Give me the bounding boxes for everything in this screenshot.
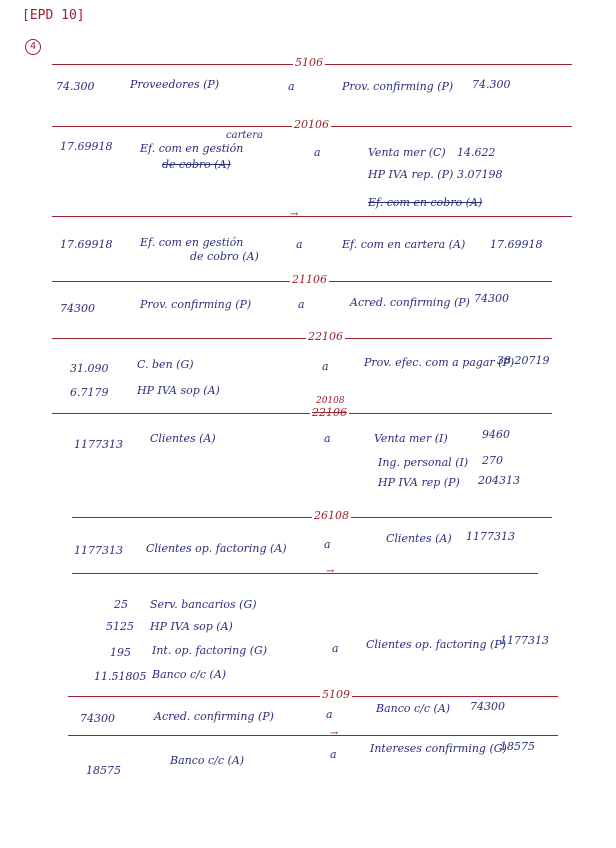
credit-account-crossed: Ef. com en cobro (A) [368,196,483,209]
credit-account: Venta mer (I) [374,432,448,445]
to-marker: a [322,360,329,373]
debit-amount: 11.51805 [94,670,147,683]
debit-account: Acred. confirming (P) [154,710,274,723]
debit-amount: 1177313 [74,438,123,451]
debit-amount: 74300 [80,712,115,725]
credit-account: Banco c/c (A) [376,702,451,715]
credit-amount: 74300 [474,292,509,305]
to-marker: a [332,642,339,655]
to-marker: a [314,146,321,159]
debit-amount: 31.090 [70,362,109,375]
corrected-date: 20108 [316,396,345,406]
debit-amount: 17.69918 [60,238,113,251]
to-marker: a [326,708,333,721]
to-marker: a [296,238,303,251]
credit-amount: 1177313 [466,530,515,543]
to-marker: a [330,748,337,761]
credit-account: Clientes op. factoring (P) [366,638,506,651]
entry-date: 5106 [295,56,323,69]
debit-amount: 74300 [60,302,95,315]
credit-amount: 18575 [500,740,535,753]
exercise-header: [EPD 10] [22,8,85,23]
entry-date: 22106 [312,406,347,419]
credit-account: Clientes (A) [386,532,452,545]
debit-account: HP IVA sop (A) [150,620,233,633]
entry-date: 21106 [292,273,327,286]
entry-date: 26108 [314,509,349,522]
entry-date: 20106 [294,118,329,131]
debit-account: Clientes (A) [150,432,216,445]
credit-amount: 74.300 [472,78,511,91]
arrow-icon: → [326,566,335,577]
arrow-icon: → [330,728,339,739]
credit-amount: 38.20719 [497,354,550,367]
entry-date: 22106 [308,330,343,343]
credit-account: Ef. com en cartera (A) [342,238,466,251]
arrow-icon: → [290,209,299,220]
debit-account-cont: de cobro (A) [190,250,259,263]
debit-account: Prov. confirming (P) [140,298,252,311]
divider-line [52,413,552,414]
divider-line [52,216,572,217]
debit-amount: 18575 [86,764,121,777]
to-marker: a [298,298,305,311]
credit-amount: 14.622 [457,146,496,159]
debit-account: Ef. com en gestión [140,236,244,249]
divider-line [72,573,538,574]
to-marker: a [288,80,295,93]
credit-account: HP IVA rep (P) [378,476,460,489]
debit-account-insert: cartera [226,130,264,141]
debit-account-cont: de cobro (A) [162,158,231,171]
to-marker: a [324,432,331,445]
credit-account: Ing. personal (I) [378,456,469,469]
credit-amount: 74300 [470,700,505,713]
debit-amount: 1177313 [74,544,123,557]
credit-account: Acred. confirming (P) [350,296,470,309]
credit-amount: 1177313 [500,634,549,647]
to-marker: a [324,538,331,551]
debit-account: Banco c/c (A) [170,754,245,767]
divider-line [52,338,552,339]
credit-amount: 9460 [482,428,510,441]
credit-account: HP IVA rep. (P) [368,168,454,181]
credit-account: Intereses confirming (G) [370,742,507,755]
credit-account: Prov. confirming (P) [342,80,454,93]
credit-amount: 3.07198 [457,168,503,181]
debit-amount: 195 [110,646,131,659]
credit-amount: 17.69918 [490,238,543,251]
divider-line [68,696,558,697]
credit-account: Prov. efec. com a pagar (P) [364,356,515,369]
credit-account: Venta mer (C) [368,146,446,159]
debit-amount: 5125 [106,620,134,633]
debit-account: Banco c/c (A) [152,668,227,681]
debit-amount: 25 [114,598,128,611]
debit-amount: 6.7179 [70,386,109,399]
debit-account: Int. op. factoring (G) [152,644,268,657]
debit-account: Clientes op. factoring (A) [146,542,287,555]
credit-amount: 270 [482,454,503,467]
exercise-number: 4 [25,39,41,55]
credit-amount: 204313 [478,474,520,487]
debit-account: Serv. bancarios (G) [150,598,257,611]
debit-amount: 74.300 [56,80,95,93]
debit-account: C. ben (G) [137,358,194,371]
debit-account: Ef. com en gestión [140,142,244,155]
divider-line [68,735,558,736]
debit-account: HP IVA sop (A) [137,384,220,397]
entry-date: 5109 [322,688,350,701]
debit-account: Proveedores (P) [130,78,220,91]
debit-amount: 17.69918 [60,140,113,153]
